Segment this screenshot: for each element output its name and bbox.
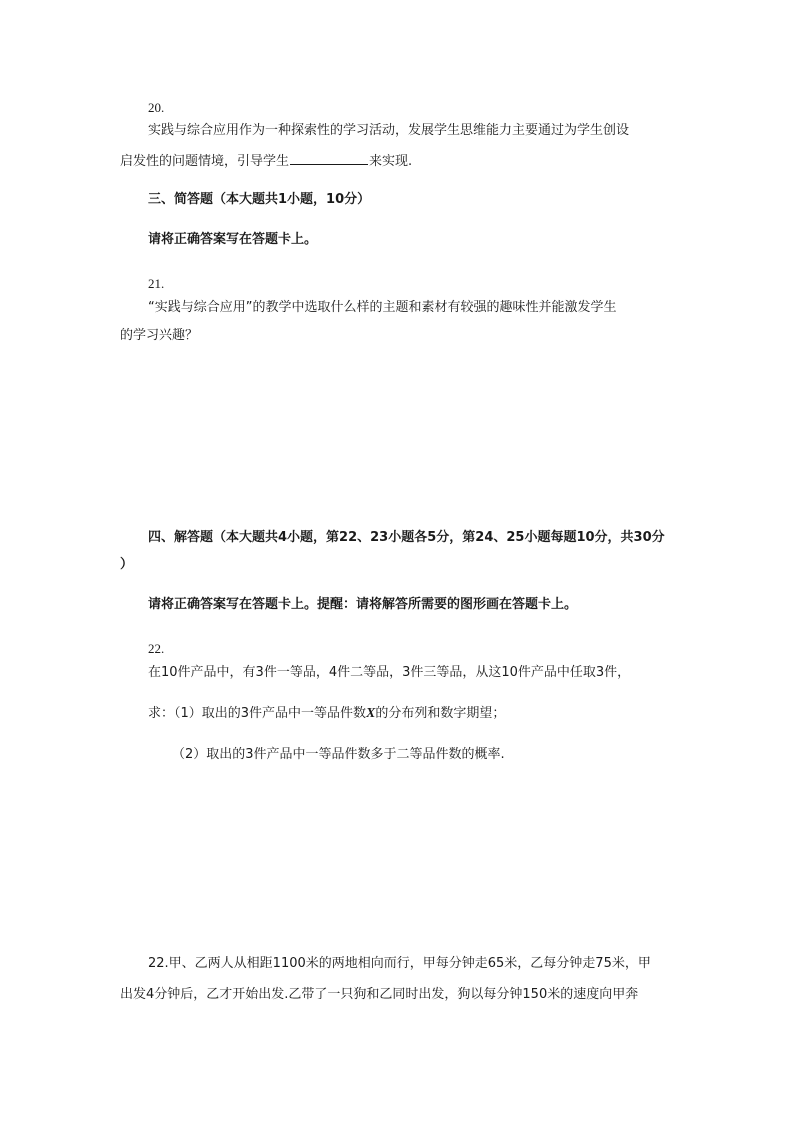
question-22-part2: （2）取出的3件产品中一等品件数多于二等品件数的概率.	[172, 747, 505, 762]
question-22-number: 22.	[148, 641, 165, 656]
question-20-number: 20.	[148, 100, 165, 115]
section-4-heading: 四、解答题（本大题共4小题，第22、23小题各5分，第24、25小题每题10分，共30分	[148, 530, 665, 545]
question-22-part1	[148, 705, 505, 723]
question-21-text-line2: 的学习兴趣？	[120, 328, 199, 343]
section-3-instruction: 请将正确答案写在答题卡上。	[148, 232, 318, 247]
random-variable-x: X	[366, 706, 376, 721]
question-20-text-line1: 实践与综合应用作为一种探索性的学习活动，发展学生思维能力主要通过为学生创设	[148, 123, 630, 138]
question-20-text-before-blank: 启发性的问题情境，引导学生	[120, 154, 290, 169]
question-22b-text-line1: 22.甲、乙两人从相距1100米的两地相向而行，甲每分钟走65米，乙每分钟走75米，甲	[148, 956, 651, 971]
question-20-text-line2	[120, 152, 412, 171]
question-21-number: 21.	[148, 276, 165, 291]
section-4-heading-continued: ）	[120, 557, 134, 572]
question-22-part1-before: 求：（1）取出的3件产品中一等品件数	[148, 706, 367, 721]
answer-blank	[290, 152, 368, 165]
section-3-heading: 三、简答题（本大题共1小题，10分）	[148, 192, 371, 207]
section-4-instruction: 请将正确答案写在答题卡上。提醒：请将解答所需要的图形画在答题卡上。	[148, 597, 578, 612]
question-22-part1-after: 的分布列和数字期望；	[375, 706, 506, 721]
question-21-text-line1: “实践与综合应用”的教学中选取什么样的主题和素材有较强的趣味性并能激发学生	[148, 300, 617, 315]
question-22-text-line1: 在10件产品中，有3件一等品，4件二等品，3件三等品，从这10件产品中任取3件，	[148, 665, 631, 680]
question-20-text-after-blank: 来实现.	[369, 154, 413, 169]
question-22b-text-line2: 出发4分钟后，乙才开始出发.乙带了一只狗和乙同时出发，狗以每分钟150米的速度向甲奔	[120, 987, 639, 1002]
